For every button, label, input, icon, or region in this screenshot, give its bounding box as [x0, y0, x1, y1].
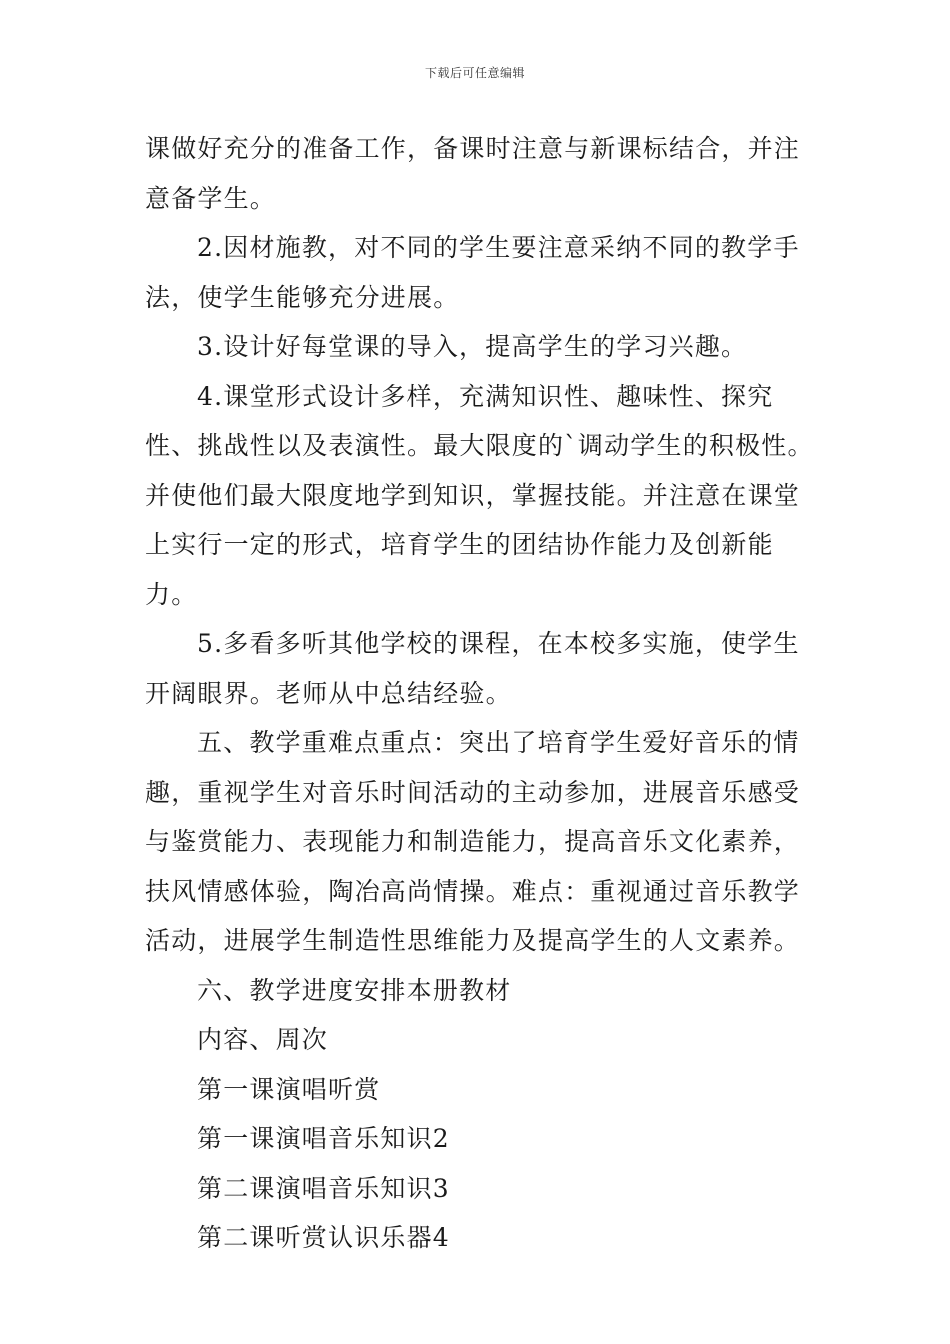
paragraph-section-6: 六、教学进度安排本册教材	[197, 975, 512, 1005]
paragraph-schedule-heading: 内容、周次	[197, 1025, 329, 1054]
paragraph-item-2: 2.因材施教，对不同的学生要注意采纳不同的教学手法，使学生能够充分进展。	[145, 233, 800, 312]
schedule-line: 第一课演唱音乐知识2	[197, 1124, 450, 1153]
document-body	[145, 124, 825, 1263]
page-header: 下载后可任意编辑	[424, 66, 525, 80]
paragraph-item-5: 5.多看多听其他学校的课程，在本校多实施，使学生开阔眼界。老师从中总结经验。	[145, 629, 800, 708]
paragraph-item-4: 4.课堂形式设计多样，充满知识性、趣味性、探究性、挑战性以及表演性。最大限度的`调动学生的积极性。并使他们最大限度地学到知识，掌握技能。并注意在课堂上实行一定的形式，培育学生的团结协作能力及创新能力。	[145, 381, 814, 609]
schedule-line: 第二课演唱音乐知识3	[197, 1173, 450, 1203]
paragraph-prep-continuation: 课做好充分的准备工作，备课时注意与新课标结合，并注意备学生。	[145, 134, 801, 213]
schedule-line: 第二课听赏认识乐器4	[197, 1223, 450, 1252]
paragraph-section-5: 五、教学重难点重点：突出了培育学生爱好音乐的情趣，重视学生对音乐时间活动的主动参加，进展音乐感受与鉴赏能力、表现能力和制造能力，提高音乐文化素养，扶风情感体验，陶冶高尚情操。难点：重视通过音乐教学活动，进展学生制造性思维能力及提高学生的人文素养。	[145, 728, 801, 955]
schedule-line: 第一课演唱听赏	[197, 1074, 381, 1104]
paragraph-item-3: 3.设计好每堂课的导入，提高学生的学习兴趣。	[197, 332, 748, 361]
